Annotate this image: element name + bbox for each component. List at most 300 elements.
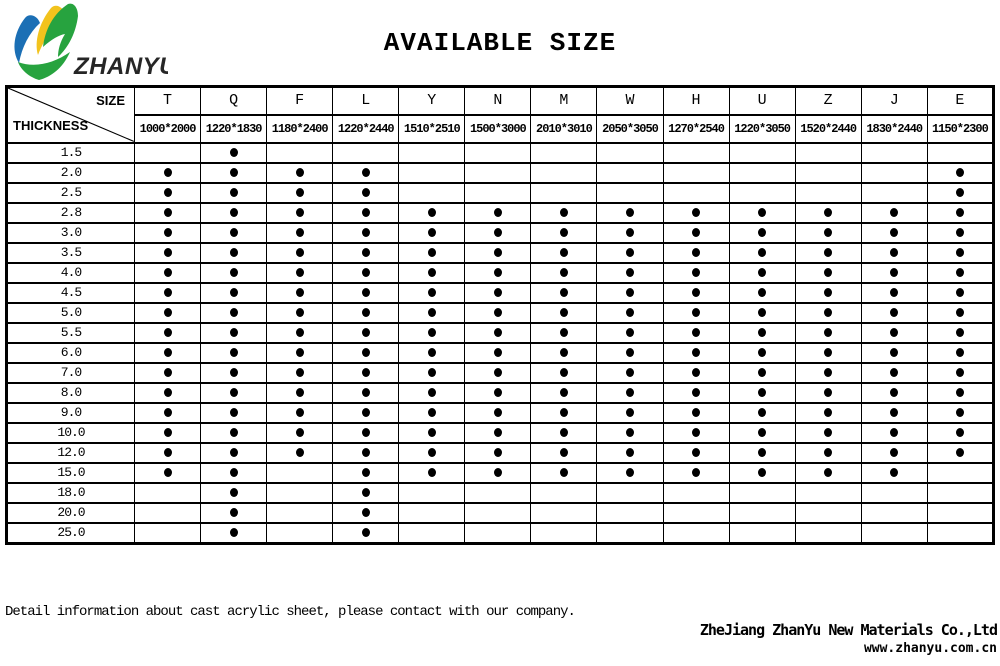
availability-cell-Q xyxy=(201,443,267,463)
availability-cell-E xyxy=(927,523,993,544)
availability-dot-icon xyxy=(626,228,634,237)
col-size-T: 1000*2000 xyxy=(135,115,201,143)
corner-size-label: SIZE xyxy=(96,93,125,108)
availability-dot-icon xyxy=(494,288,502,297)
col-size-Y: 1510*2510 xyxy=(399,115,465,143)
availability-dot-icon xyxy=(164,348,172,357)
availability-cell-M xyxy=(531,263,597,283)
availability-dot-icon xyxy=(230,308,238,317)
availability-dot-icon xyxy=(428,428,436,437)
availability-dot-icon xyxy=(824,408,832,417)
availability-cell-N xyxy=(465,203,531,223)
availability-dot-icon xyxy=(494,388,502,397)
availability-dot-icon xyxy=(890,448,898,457)
table-row xyxy=(7,523,994,544)
thickness-cell: 2.0 xyxy=(7,163,135,183)
availability-cell-E xyxy=(927,283,993,303)
availability-cell-L xyxy=(333,143,399,163)
availability-dot-icon xyxy=(362,188,370,197)
availability-dot-icon xyxy=(296,288,304,297)
availability-cell-J xyxy=(861,523,927,544)
table-row xyxy=(7,463,994,483)
availability-dot-icon xyxy=(362,488,370,497)
availability-cell-H xyxy=(663,343,729,363)
availability-cell-Z xyxy=(795,443,861,463)
availability-dot-icon xyxy=(494,448,502,457)
availability-dot-icon xyxy=(428,408,436,417)
thickness-cell: 8.0 xyxy=(7,383,135,403)
col-letter-N: N xyxy=(465,87,531,115)
availability-dot-icon xyxy=(230,508,238,517)
availability-dot-icon xyxy=(692,368,700,377)
table-row xyxy=(7,503,994,523)
availability-cell-Z xyxy=(795,423,861,443)
availability-dot-icon xyxy=(164,388,172,397)
availability-cell-W xyxy=(597,303,663,323)
availability-cell-E xyxy=(927,423,993,443)
availability-dot-icon xyxy=(626,448,634,457)
availability-cell-T xyxy=(135,323,201,343)
availability-dot-icon xyxy=(560,428,568,437)
col-size-Q: 1220*1830 xyxy=(201,115,267,143)
table-row xyxy=(7,263,994,283)
availability-cell-Y xyxy=(399,223,465,243)
table-row xyxy=(7,243,994,263)
availability-cell-L xyxy=(333,243,399,263)
availability-cell-J xyxy=(861,183,927,203)
availability-cell-W xyxy=(597,483,663,503)
availability-cell-J xyxy=(861,203,927,223)
col-letter-W: W xyxy=(597,87,663,115)
availability-cell-J xyxy=(861,363,927,383)
table-row xyxy=(7,303,994,323)
availability-cell-J xyxy=(861,303,927,323)
availability-cell-E xyxy=(927,343,993,363)
thickness-cell: 4.5 xyxy=(7,283,135,303)
availability-dot-icon xyxy=(890,468,898,477)
availability-dot-icon xyxy=(296,448,304,457)
availability-dot-icon xyxy=(692,208,700,217)
availability-cell-Y xyxy=(399,163,465,183)
availability-cell-U xyxy=(729,343,795,363)
availability-cell-Z xyxy=(795,463,861,483)
availability-dot-icon xyxy=(560,328,568,337)
table-row xyxy=(7,343,994,363)
logo-text: ZHANYU xyxy=(74,53,168,80)
availability-dot-icon xyxy=(560,228,568,237)
availability-cell-Y xyxy=(399,463,465,483)
availability-cell-J xyxy=(861,463,927,483)
availability-dot-icon xyxy=(164,448,172,457)
table-row xyxy=(7,143,994,163)
availability-cell-M xyxy=(531,383,597,403)
availability-dot-icon xyxy=(626,208,634,217)
availability-cell-W xyxy=(597,163,663,183)
availability-cell-E xyxy=(927,183,993,203)
availability-cell-F xyxy=(267,183,333,203)
availability-cell-W xyxy=(597,363,663,383)
availability-dot-icon xyxy=(890,368,898,377)
availability-dot-icon xyxy=(164,368,172,377)
thickness-cell: 1.5 xyxy=(7,143,135,163)
availability-dot-icon xyxy=(428,208,436,217)
availability-cell-Y xyxy=(399,383,465,403)
availability-dot-icon xyxy=(956,328,964,337)
availability-cell-M xyxy=(531,483,597,503)
table-row xyxy=(7,283,994,303)
availability-dot-icon xyxy=(956,288,964,297)
availability-dot-icon xyxy=(494,308,502,317)
availability-dot-icon xyxy=(428,368,436,377)
availability-dot-icon xyxy=(296,368,304,377)
availability-dot-icon xyxy=(362,408,370,417)
availability-cell-Y xyxy=(399,443,465,463)
availability-cell-T xyxy=(135,423,201,443)
col-size-L: 1220*2440 xyxy=(333,115,399,143)
availability-dot-icon xyxy=(758,388,766,397)
availability-dot-icon xyxy=(296,328,304,337)
availability-dot-icon xyxy=(362,268,370,277)
thickness-cell: 20.0 xyxy=(7,503,135,523)
availability-cell-W xyxy=(597,463,663,483)
availability-cell-M xyxy=(531,443,597,463)
availability-cell-N xyxy=(465,343,531,363)
availability-dot-icon xyxy=(362,308,370,317)
availability-cell-M xyxy=(531,243,597,263)
availability-cell-T xyxy=(135,203,201,223)
availability-cell-E xyxy=(927,203,993,223)
availability-cell-Y xyxy=(399,203,465,223)
availability-dot-icon xyxy=(824,208,832,217)
availability-dot-icon xyxy=(560,388,568,397)
availability-cell-Q xyxy=(201,403,267,423)
availability-dot-icon xyxy=(956,188,964,197)
availability-cell-T xyxy=(135,463,201,483)
availability-dot-icon xyxy=(890,248,898,257)
availability-cell-T xyxy=(135,523,201,544)
availability-cell-L xyxy=(333,523,399,544)
availability-cell-T xyxy=(135,363,201,383)
availability-dot-icon xyxy=(560,268,568,277)
availability-cell-E xyxy=(927,503,993,523)
availability-cell-Q xyxy=(201,283,267,303)
table-row xyxy=(7,483,994,503)
availability-dot-icon xyxy=(758,228,766,237)
availability-dot-icon xyxy=(758,208,766,217)
availability-dot-icon xyxy=(362,388,370,397)
table-row xyxy=(7,383,994,403)
availability-cell-M xyxy=(531,463,597,483)
col-size-E: 1150*2300 xyxy=(927,115,993,143)
availability-dot-icon xyxy=(296,168,304,177)
availability-cell-H xyxy=(663,223,729,243)
thickness-cell: 5.5 xyxy=(7,323,135,343)
availability-dot-icon xyxy=(956,268,964,277)
availability-cell-Y xyxy=(399,323,465,343)
availability-cell-H xyxy=(663,263,729,283)
availability-cell-W xyxy=(597,263,663,283)
availability-dot-icon xyxy=(362,208,370,217)
availability-dot-icon xyxy=(626,268,634,277)
availability-cell-J xyxy=(861,403,927,423)
availability-cell-H xyxy=(663,203,729,223)
corner-thickness-label: THICKNESS xyxy=(13,118,89,133)
col-letter-M: M xyxy=(531,87,597,115)
availability-dot-icon xyxy=(824,228,832,237)
availability-cell-J xyxy=(861,223,927,243)
availability-dot-icon xyxy=(230,388,238,397)
availability-cell-M xyxy=(531,223,597,243)
availability-cell-E xyxy=(927,163,993,183)
availability-cell-L xyxy=(333,223,399,243)
availability-cell-Y xyxy=(399,343,465,363)
availability-cell-W xyxy=(597,523,663,544)
availability-cell-U xyxy=(729,423,795,443)
availability-dot-icon xyxy=(758,308,766,317)
availability-dot-icon xyxy=(296,408,304,417)
availability-cell-U xyxy=(729,163,795,183)
availability-dot-icon xyxy=(626,388,634,397)
availability-cell-Y xyxy=(399,283,465,303)
availability-cell-H xyxy=(663,403,729,423)
availability-cell-H xyxy=(663,323,729,343)
availability-cell-Y xyxy=(399,423,465,443)
availability-cell-L xyxy=(333,363,399,383)
availability-cell-Q xyxy=(201,223,267,243)
availability-cell-M xyxy=(531,203,597,223)
availability-cell-H xyxy=(663,383,729,403)
availability-dot-icon xyxy=(758,428,766,437)
availability-dot-icon xyxy=(758,248,766,257)
availability-dot-icon xyxy=(890,348,898,357)
corner-cell xyxy=(7,87,135,143)
availability-cell-U xyxy=(729,443,795,463)
availability-cell-U xyxy=(729,463,795,483)
availability-cell-H xyxy=(663,463,729,483)
availability-cell-F xyxy=(267,203,333,223)
availability-cell-W xyxy=(597,403,663,423)
availability-dot-icon xyxy=(626,288,634,297)
availability-cell-H xyxy=(663,363,729,383)
availability-cell-H xyxy=(663,283,729,303)
availability-dot-icon xyxy=(956,208,964,217)
availability-cell-H xyxy=(663,423,729,443)
availability-dot-icon xyxy=(296,348,304,357)
availability-cell-L xyxy=(333,203,399,223)
availability-cell-F xyxy=(267,383,333,403)
availability-cell-Z xyxy=(795,203,861,223)
availability-cell-Z xyxy=(795,503,861,523)
availability-cell-Y xyxy=(399,523,465,544)
availability-cell-U xyxy=(729,403,795,423)
availability-cell-Q xyxy=(201,523,267,544)
availability-cell-E xyxy=(927,143,993,163)
availability-dot-icon xyxy=(890,208,898,217)
availability-dot-icon xyxy=(164,168,172,177)
availability-cell-J xyxy=(861,343,927,363)
availability-cell-J xyxy=(861,503,927,523)
availability-dot-icon xyxy=(164,328,172,337)
availability-dot-icon xyxy=(956,448,964,457)
availability-cell-N xyxy=(465,363,531,383)
availability-dot-icon xyxy=(692,288,700,297)
availability-dot-icon xyxy=(758,268,766,277)
availability-cell-J xyxy=(861,423,927,443)
availability-cell-N xyxy=(465,243,531,263)
availability-cell-N xyxy=(465,463,531,483)
availability-dot-icon xyxy=(626,348,634,357)
availability-dot-icon xyxy=(560,348,568,357)
availability-cell-H xyxy=(663,163,729,183)
availability-dot-icon xyxy=(560,368,568,377)
availability-dot-icon xyxy=(230,408,238,417)
availability-cell-F xyxy=(267,243,333,263)
col-size-Z: 1520*2440 xyxy=(795,115,861,143)
availability-cell-Q xyxy=(201,463,267,483)
availability-cell-W xyxy=(597,183,663,203)
availability-dot-icon xyxy=(494,328,502,337)
table-row xyxy=(7,363,994,383)
availability-cell-N xyxy=(465,283,531,303)
availability-dot-icon xyxy=(296,308,304,317)
thickness-cell: 15.0 xyxy=(7,463,135,483)
availability-cell-F xyxy=(267,423,333,443)
availability-dot-icon xyxy=(164,428,172,437)
availability-cell-L xyxy=(333,263,399,283)
availability-dot-icon xyxy=(890,268,898,277)
table-row xyxy=(7,163,994,183)
availability-dot-icon xyxy=(362,528,370,537)
availability-dot-icon xyxy=(362,288,370,297)
col-letter-Q: Q xyxy=(201,87,267,115)
availability-dot-icon xyxy=(692,268,700,277)
availability-dot-icon xyxy=(428,348,436,357)
availability-dot-icon xyxy=(626,468,634,477)
availability-dot-icon xyxy=(890,308,898,317)
availability-dot-icon xyxy=(758,468,766,477)
availability-cell-E xyxy=(927,463,993,483)
availability-dot-icon xyxy=(956,388,964,397)
availability-dot-icon xyxy=(560,408,568,417)
availability-cell-J xyxy=(861,263,927,283)
thickness-cell: 3.5 xyxy=(7,243,135,263)
availability-cell-U xyxy=(729,303,795,323)
availability-cell-Q xyxy=(201,163,267,183)
availability-dot-icon xyxy=(494,248,502,257)
availability-dot-icon xyxy=(956,248,964,257)
availability-cell-Q xyxy=(201,383,267,403)
availability-cell-F xyxy=(267,263,333,283)
availability-dot-icon xyxy=(230,248,238,257)
availability-cell-L xyxy=(333,503,399,523)
availability-cell-M xyxy=(531,503,597,523)
availability-dot-icon xyxy=(230,448,238,457)
availability-dot-icon xyxy=(758,368,766,377)
availability-dot-icon xyxy=(230,188,238,197)
availability-cell-W xyxy=(597,443,663,463)
availability-cell-U xyxy=(729,263,795,283)
availability-cell-W xyxy=(597,503,663,523)
thickness-cell: 10.0 xyxy=(7,423,135,443)
availability-dot-icon xyxy=(890,288,898,297)
availability-dot-icon xyxy=(560,468,568,477)
availability-dot-icon xyxy=(362,348,370,357)
availability-cell-Z xyxy=(795,163,861,183)
availability-dot-icon xyxy=(692,428,700,437)
availability-cell-L xyxy=(333,403,399,423)
availability-dot-icon xyxy=(494,268,502,277)
col-size-N: 1500*3000 xyxy=(465,115,531,143)
table-row xyxy=(7,403,994,423)
availability-cell-L xyxy=(333,323,399,343)
availability-dot-icon xyxy=(230,268,238,277)
availability-cell-Y xyxy=(399,403,465,423)
thickness-cell: 4.0 xyxy=(7,263,135,283)
availability-cell-Q xyxy=(201,263,267,283)
availability-dot-icon xyxy=(824,288,832,297)
col-letter-F: F xyxy=(267,87,333,115)
availability-dot-icon xyxy=(494,468,502,477)
availability-cell-Q xyxy=(201,483,267,503)
availability-cell-J xyxy=(861,483,927,503)
availability-cell-T xyxy=(135,163,201,183)
availability-cell-Y xyxy=(399,503,465,523)
availability-dot-icon xyxy=(494,408,502,417)
availability-cell-Z xyxy=(795,223,861,243)
availability-dot-icon xyxy=(956,368,964,377)
thickness-cell: 3.0 xyxy=(7,223,135,243)
availability-cell-E xyxy=(927,443,993,463)
availability-dot-icon xyxy=(824,268,832,277)
table-row xyxy=(7,203,994,223)
availability-cell-U xyxy=(729,383,795,403)
availability-cell-F xyxy=(267,283,333,303)
availability-dot-icon xyxy=(494,348,502,357)
availability-cell-N xyxy=(465,163,531,183)
availability-cell-N xyxy=(465,263,531,283)
availability-dot-icon xyxy=(164,248,172,257)
availability-dot-icon xyxy=(890,328,898,337)
availability-cell-Z xyxy=(795,343,861,363)
availability-cell-E xyxy=(927,223,993,243)
availability-cell-L xyxy=(333,483,399,503)
availability-dot-icon xyxy=(956,308,964,317)
col-letter-H: H xyxy=(663,87,729,115)
availability-dot-icon xyxy=(494,368,502,377)
col-size-J: 1830*2440 xyxy=(861,115,927,143)
table-row xyxy=(7,183,994,203)
availability-dot-icon xyxy=(758,408,766,417)
availability-dot-icon xyxy=(362,368,370,377)
availability-cell-H xyxy=(663,503,729,523)
availability-cell-Z xyxy=(795,363,861,383)
availability-dot-icon xyxy=(230,528,238,537)
availability-cell-U xyxy=(729,243,795,263)
availability-cell-M xyxy=(531,423,597,443)
availability-dot-icon xyxy=(692,388,700,397)
availability-cell-Z xyxy=(795,523,861,544)
availability-dot-icon xyxy=(824,248,832,257)
availability-dot-icon xyxy=(164,228,172,237)
col-letter-T: T xyxy=(135,87,201,115)
availability-dot-icon xyxy=(362,168,370,177)
availability-dot-icon xyxy=(362,328,370,337)
table-row xyxy=(7,323,994,343)
availability-dot-icon xyxy=(626,428,634,437)
availability-cell-Z xyxy=(795,383,861,403)
availability-cell-U xyxy=(729,523,795,544)
availability-cell-M xyxy=(531,143,597,163)
